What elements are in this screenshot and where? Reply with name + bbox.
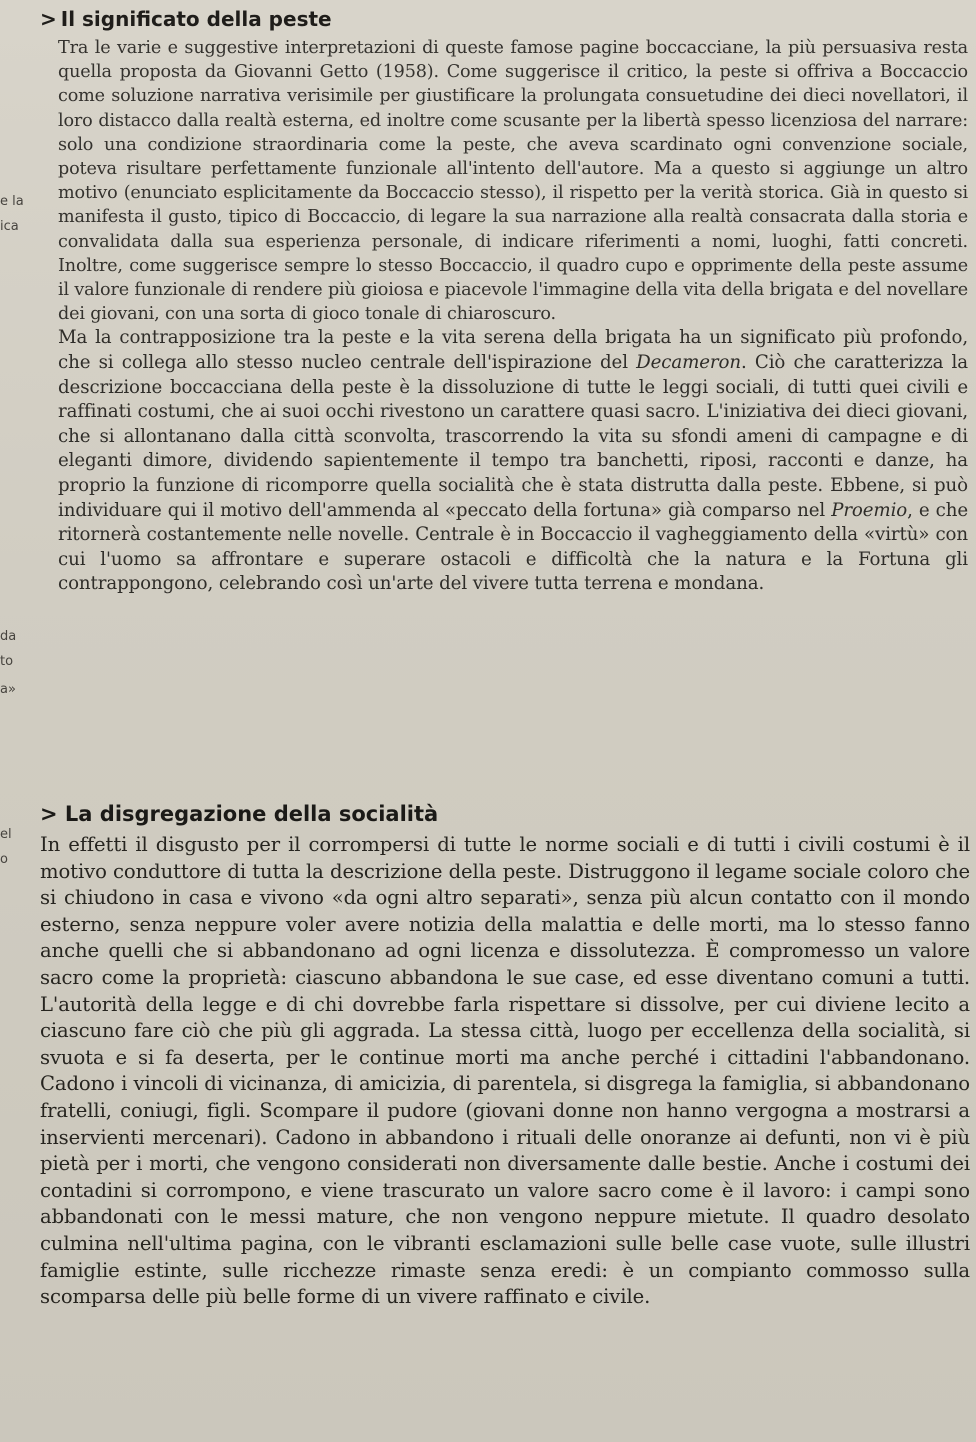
paragraph-text: , e che ritornerà costantemente nelle novelle. Centrale è in Boccaccio il vagheggiamento della «virtù» con cui l'uomo sa affrontare e superare ostacoli e difficoltà che la natura e la Fortuna gli contrappongono, celebrando così un'arte del vivere tutta terrena e mondana. (58, 499, 968, 595)
left-margin-notes (0, 0, 40, 1442)
margin-note: e la (0, 194, 24, 209)
work-title: Proemio (831, 499, 908, 521)
section-significato (40, 6, 968, 597)
margin-note: a» (0, 682, 16, 697)
paragraph-text: . Ciò che caratterizza la descrizione boccacciana della peste è la dissoluzione di tutte le leggi sociali, di tutti quei civili e raffinati costumi, che ai suoi occhi rivestono un carattere quasi sacro. L'iniziativa dei dieci giovani, che si allontanano dalla città sconvolta, trascorrendo la vita su sfondi ameni di campagne e di eleganti dimore, dividendo sapientemente il tempo tra banchetti, riposi, racconti e danze, ha proprio la funzione di ricomporre quella socialità che è stata distrutta dalla peste. Ebbene, si può individuare qui il motivo dell'ammenda al «peccato della fortuna» già comparso nel (58, 352, 968, 521)
chevron-right-icon: > (40, 7, 57, 31)
section-heading-text: La disgregazione della socialità (64, 802, 439, 826)
margin-note: ica (0, 219, 19, 234)
paragraph: Tra le varie e suggestive interpretazioni di queste famose pagine boccacciane, la più persuasiva resta quella proposta da Giovanni Getto (1958). Come suggerisce il critico, la peste si offriva a Boccaccio come soluzione narrativa verisimile per giustificare la prolungata consuetudine dei dieci novellatori, il loro distacco dalla realtà esterna, ed inoltre come scusante per la libertà spesso licenziosa del narrare: solo una condizione straordinaria come la peste, che aveva scardinato ogni convenzione sociale, poteva risultare perfettamente funzionale all'intento dell'autore. Ma a questo si aggiunge un altro motivo (enunciato esplicitamente da Boccaccio stesso), il rispetto per la verità storica. Già in questo si manifesta il gusto, tipico di Boccaccio, di legare la sua narrazione alla realtà consacrata dalla storia e convalidata dalla sua esperienza personale, di indicare riferimenti a nomi, luoghi, fatti concreti. Inoltre, come suggerisce sempre lo stesso Boccaccio, il quadro cupo e opprimente della peste assume il valore funzionale di rendere più gioiosa e piacevole l'immagine della vita della brigata e del novellare dei giovani, con una sorta di gioco tonale di chiaroscuro. (58, 38, 968, 325)
section-heading (40, 6, 968, 32)
section-disgregazione (40, 800, 970, 1311)
margin-note: o (0, 852, 8, 867)
chevron-right-icon: > (40, 802, 65, 826)
margin-note: el (0, 827, 12, 842)
paragraph (58, 326, 968, 597)
paragraph-text: Ma la contrapposizione tra la peste e la vita serena della brigata ha un significato più profondo, che si collega allo stesso nucleo centrale dell'ispirazione del (58, 327, 968, 374)
paragraph: In effetti il disgusto per il corrompersi di tutte le norme sociali e di tutti i civili costumi è il motivo conduttore di tutta la descrizione della peste. Distruggono il legame sociale coloro che si chiudono in casa e vivono «da ogni altro separati», senza più alcun contatto con il mondo esterno, senza neppure voler avere notizia della malattia e delle morti, ma lo stesso fanno anche quelli che si abbandonano ad ogni licenza e dissolutezza. È compromesso un valore sacro come la proprietà: ciascuno abbandona le sue case, ed esse diventano comuni a tutti. L'autorità della legge e di chi dovrebbe farla rispettare si dissolve, per cui diviene lecito a ciascuno fare ciò che più gli aggrada. La stessa città, luogo per eccellenza della socialità, si svuota e si fa deserta, per le continue morti ma anche perché i cittadini l'abbandonano. Cadono i vincoli di vicinanza, di amicizia, di parentela, si disgrega la famiglia, si abbandonano fratelli, coniugi, figli. Scompare il pudore (giovani donne non hanno vergogna a mostrarsi a inservienti mercenari). Cadono in abbandono i rituali delle onoranze ai defunti, non vi è più pietà per i morti, che vengono considerati non diversamente dalle bestie. Anche i costumi dei contadini si corrompono, e viene trascurato un valore sacro come è il lavoro: i campi sono abbandonati con le messi mature, che non vengono neppure mietute. Il quadro desolato culmina nell'ultima pagina, con le vibranti esclamazioni sulle belle case vuote, sulle illustri famiglie estinte, sulle ricchezze rimaste senza eredi: è un compianto commosso sulla scomparsa delle più belle forme di un vivere raffinato e civile. (40, 833, 970, 1309)
margin-note: da (0, 629, 17, 644)
work-title: Decameron (636, 352, 741, 374)
margin-note: to (0, 654, 14, 669)
section-heading-text: Il significato della peste (60, 7, 332, 31)
section-heading (40, 800, 970, 828)
